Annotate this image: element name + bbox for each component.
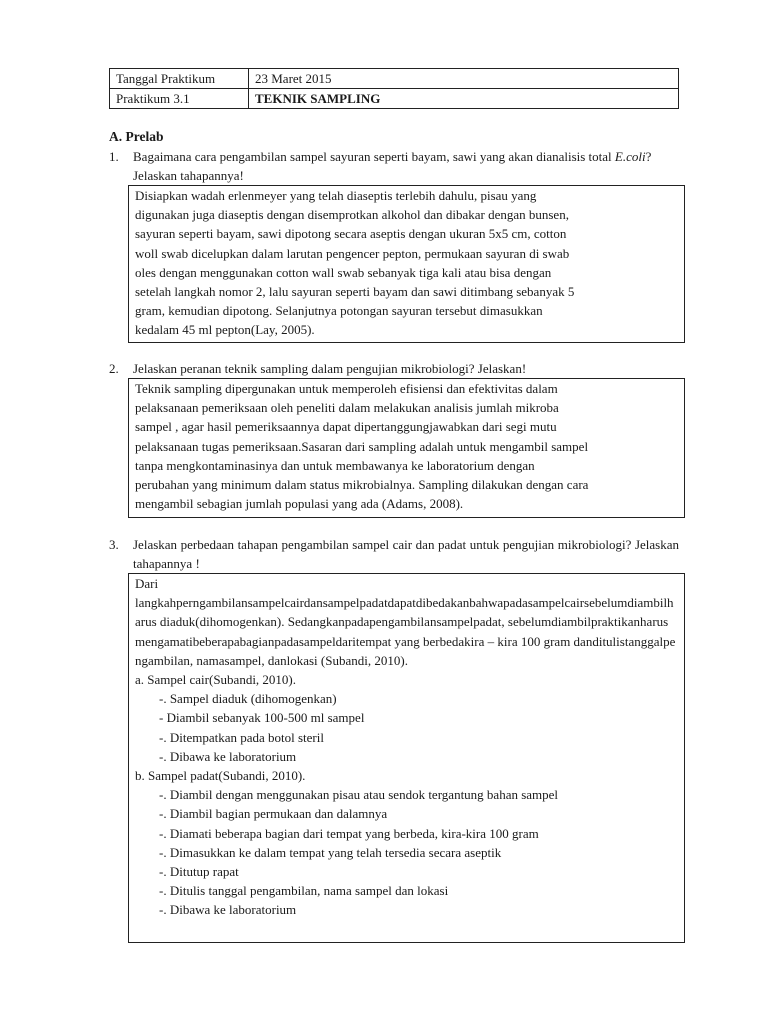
list-item: -. Diambil dengan menggunakan pisau atau sendok tergantung bahan sampel xyxy=(159,787,559,803)
list-item: -. Ditempatkan pada botol steril xyxy=(159,729,324,745)
answer-line: sampel , agar hasil pemeriksaannya dapat dipertanggungjawabkan dari segi mutu xyxy=(135,419,557,435)
list-item: -. Ditulis tanggal pengambilan, nama sampel dan lokasi xyxy=(159,883,449,899)
answer-line: gram, kemudian dipotong. Selanjutnya potongan sayuran tersebut dimasukkan xyxy=(135,303,543,319)
date-value: 23 Maret 2015 xyxy=(249,69,679,89)
practicum-label: Praktikum 3.1 xyxy=(110,89,249,109)
header-row-date xyxy=(110,69,679,89)
answer-paragraph: langkahperngambilansampelcairdansampelpadatdapatdibedakanbahwapadasampelcairsebelumdiambilharus diaduk(dihomogenkan). Sedangkanpadapengambilansampelpadat, sebelumdiambilpraktikanharusmengamatibeberapabagianpadasampeldaritempat yang berbedakira – kira 100 gram danditulistanggalpengambilan, namasampel, danlokasi (Subandi, 2010). xyxy=(135,595,676,668)
date-label: Tanggal Praktikum xyxy=(110,69,249,89)
question-number: 3. xyxy=(109,537,119,552)
header-table xyxy=(109,68,679,109)
list-item: -. Diambil bagian permukaan dan dalamnya xyxy=(159,806,388,822)
answer-line: pelaksanaan pemeriksaan oleh peneliti dalam melakukan analisis jumlah mikroba xyxy=(135,400,559,416)
answer-intro: Dari xyxy=(135,576,159,591)
list-item: -. Ditutup rapat xyxy=(159,864,239,880)
question-number: 2. xyxy=(109,361,119,376)
list-item: -. Sampel diaduk (dihomogenkan) xyxy=(159,691,337,707)
question-number: 1. xyxy=(109,149,119,164)
answer-line: oles dengan menggunakan cotton wall swab sebanyak tiga kali atau bisa dengan xyxy=(135,264,552,280)
answer-box-1 xyxy=(128,185,685,343)
answer-box-3 xyxy=(128,573,685,943)
question-1 xyxy=(109,147,679,185)
list-item: -. Diamati beberapa bagian dari tempat yang berbeda, kira-kira 100 gram xyxy=(159,825,539,841)
answer-line: mengambil sebagian jumlah populasi yang ada (Adams, 2008). xyxy=(135,496,464,512)
header-row-practicum xyxy=(110,89,679,109)
answer-line: pelaksanaan tugas pemeriksaan.Sasaran dari sampling adalah untuk mengambil sampel xyxy=(135,438,589,454)
answer-box-2 xyxy=(128,378,685,518)
list-item: -. Dibawa ke laboratorium xyxy=(159,902,297,918)
answer-line: tanpa mengkontaminasinya dan untuk membawanya ke laboratorium dengan xyxy=(135,457,535,473)
answer-line: Disiapkan wadah erlenmeyer yang telah diaseptis terlebih dahulu, pisau yang xyxy=(135,188,537,203)
question-3 xyxy=(109,535,679,573)
question-2 xyxy=(109,359,679,378)
list-item: - Diambil sebanyak 100-500 ml sampel xyxy=(159,710,365,726)
organism-name: E.coli xyxy=(614,149,646,164)
answer-line: setelah langkah nomor 2, lalu sayuran seperti bayam dan sawi ditimbang sebanyak 5 xyxy=(135,284,575,300)
solid-sample-title: b. Sampel padat(Subandi, 2010). xyxy=(135,768,306,784)
answer-line: sayuran seperti bayam, sawi dipotong secara aseptis dengan ukuran 5x5 cm, cotton xyxy=(135,226,567,242)
section-title: A. Prelab xyxy=(109,129,164,144)
liquid-sample-title: a. Sampel cair(Subandi, 2010). xyxy=(135,672,297,688)
answer-line: kedalam 45 ml pepton(Lay, 2005). xyxy=(135,322,315,338)
answer-line: Teknik sampling dipergunakan untuk memperoleh efisiensi dan efektivitas dalam xyxy=(135,381,558,396)
practicum-title: TEKNIK SAMPLING xyxy=(249,89,679,109)
answer-line: perubahan yang minimum dalam status mikrobialnya. Sampling dilakukan dengan cara xyxy=(135,477,589,493)
answer-line: woll swab dicelupkan dalam larutan pengencer pepton, permukaan sayuran di swab xyxy=(135,245,570,261)
list-item: -. Dimasukkan ke dalam tempat yang telah tersedia secara aseptik xyxy=(159,844,502,860)
list-item: -. Dibawa ke laboratorium xyxy=(159,748,297,764)
question-text: Jelaskan perbedaan tahapan pengambilan sampel cair dan padat untuk pengujian mikrobiologi? Jelaskan tahapannya ! xyxy=(133,537,679,571)
answer-line: digunakan juga diaseptis dengan disemprotkan alkohol dan dibakar dengan bunsen, xyxy=(135,207,569,223)
question-text: Bagaimana cara pengambilan sampel sayuran seperti bayam, sawi yang akan dianalisis total E.coli? Jelaskan tahapannya! xyxy=(133,149,652,183)
question-text: Jelaskan peranan teknik sampling dalam pengujian mikrobiologi? Jelaskan! xyxy=(133,361,527,376)
